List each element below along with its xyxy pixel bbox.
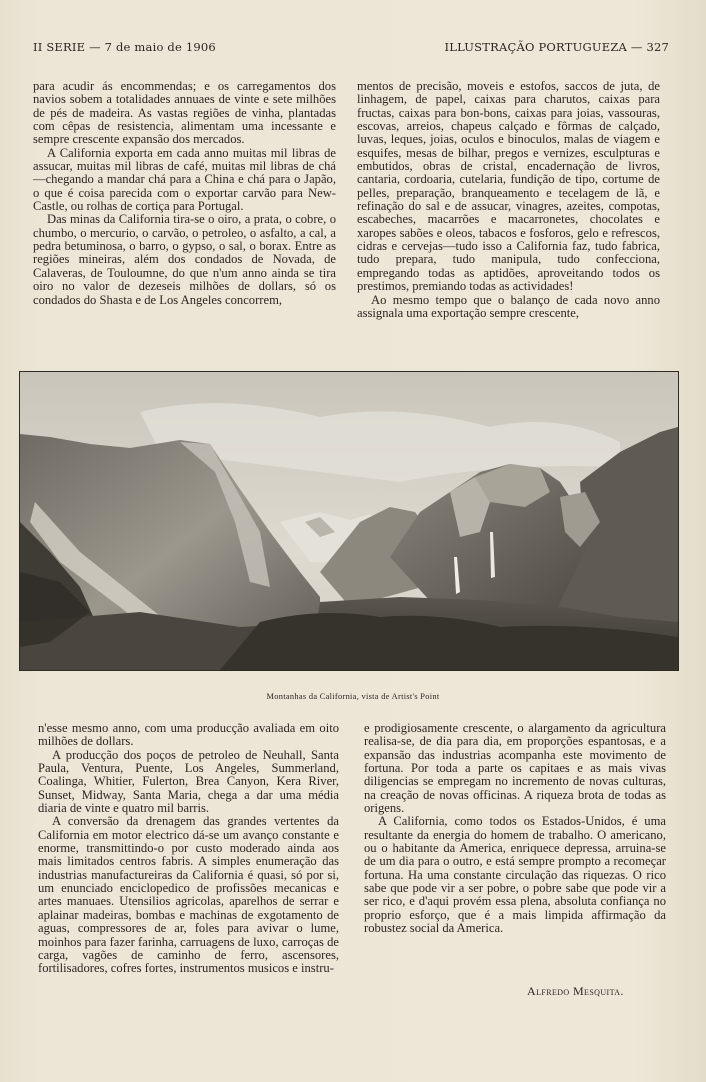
paragraph: A conversão da drenagem das grandes vertentes da California em motor electrico dá-se um avanço constante e enorme, transmittindo-o por custo moderado ainda aos mais limitados centros fabris. A simples enumeração das industrias manufactureiras da California é quasi, só por si, um enunciado enciclopedico de profissões mecanicas e artes manuaes. Utensilios agricolas, aparelhos de serrar e aplainar madeiras, bombas e machinas de exgotamento de aguas, compressores de ar, foles para avivar o lume, moinhos para fazer farinha, carruagens de luxo, carroças de carga, vagões de caminho de ferro, ascensores, fortilisadores, cofres fortes, instrumentos musicos e instru- — [38, 814, 339, 976]
column-top-left — [33, 80, 336, 307]
paragraph: para acudir ás encommendas; e os carregamentos dos navios sobem a totalidades annuaes de vinte e sete milhões de pés de madeira. As vastas regiões de vinha, plantadas com cêpas de resistencia, alimentam uma incessante e sempre crescente expansão dos mercados. — [33, 79, 336, 147]
paragraph: A producção dos poços de petroleo de Neuhall, Santa Paula, Ventura, Puente, Los Angeles, Summerland, Coalinga, Whitier, Fulerton, Brea Canyon, Kera River, Sunset, Midway, Santa Maria, chega a dar uma média diaria de vinte e quatro mil barris. — [38, 747, 339, 816]
column-bottom-left — [38, 722, 339, 976]
column-top-right — [357, 80, 660, 320]
landscape-photograph — [19, 371, 679, 671]
paragraph: mentos de precisão, moveis e estofos, saccos de juta, de linhagem, de papel, caixas para charutos, caixas para fructas, caixas para bon-bons, caixas para joias, vassouras, escovas, arreios, chapeus calçado e fôrmas de calçado, luvas, leques, joias, oculos e binoculos, malas de viagem e esquifes, mesas de bilhar, pregos e vernizes, esculpturas e embutidos, obras de cristal, encadernação de livros, cantaria, cordoaria, cutelaria, fundição de tipo, cortume de pelles, preparação, branqueamento e tecelagem de lã, e refinação do sal e de assucar, vinagres, azeites, compotas, escabeches, macarrões e macarronetes, chocolates e xaropes sabões e oleos, tabacos e fosforos, gelo e refrescos, cidras e cervejas—tudo isso a California faz, tudo fabrica, tudo prepara, tudo manipula, tudo confecciona, empregando todas as aptidões, aproveitando todos os prestimos, premiando todas as actividades! — [357, 79, 660, 294]
paragraph: n'esse mesmo anno, com uma producção avaliada em oito milhões de dollars. — [38, 721, 339, 749]
paragraph: Das minas da California tira-se o oiro, a prata, o cobre, o chumbo, o mercurio, o carvão, o petroleo, o asfalto, a cal, a pedra betuminosa, o barro, o gypso, o sal, o borax. Entre as regiões mineiras, além dos condados de Novada, de Calaveras, de Touloumne, do que n'um anno ainda se tira oiro no valor de dezeseis milhões de dollars, só os condados do Shasta e de Los Angeles concorrem, — [33, 212, 336, 307]
paragraph: A California exporta em cada anno muitas mil libras de assucar, muitas mil libras de café, muitas mil libras de chá—chegando a mandar chá para a China e chá para o Japão, o que é coisa parecida com o exportar carvão para New-Castle, ou rolhas de cortiça para Portugal. — [33, 145, 336, 214]
paragraph: A California, como todos os Estados-Unidos, é uma resultante da energia do homem de trabalho. O americano, ou o habitante da America, enriquece depressa, arruina-se de um dia para o outro, e está sempre prompto a recomeçar fortuna. Ha uma constante circulação das riquezas. O rico sabe que pode vir a ser pobre, o pobre sabe que pode vir a ser rico, e d'aqui provém essa plena, absoluta confiança no proprio esforço, que é a mais limpida affirmação da robustez social da America. — [364, 814, 666, 936]
author-signature: Alfredo Mesquita. — [527, 984, 624, 998]
running-header-right: ILLUSTRAÇÃO PORTUGUEZA — 327 — [444, 40, 669, 54]
column-bottom-right — [364, 722, 666, 936]
paragraph: Ao mesmo tempo que o balanço de cada novo anno assignala uma exportação sempre crescente, — [357, 292, 660, 320]
photo-caption: Montanhas da California, vista de Artist's Point — [266, 692, 440, 701]
running-header-left: II SERIE — 7 de maio de 1906 — [33, 40, 216, 54]
paragraph: e prodigiosamente crescente, o alargamento da agricultura realisa-se, de dia para dia, em proporções espantosas, e a expansão das industrias acompanha este movimento de fortuna. Por toda a parte os capitaes e as mais vivas diligencias se empregam no incremento de novas culturas, na creação de novas officinas. A riqueza brota de todas as origens. — [364, 721, 666, 816]
